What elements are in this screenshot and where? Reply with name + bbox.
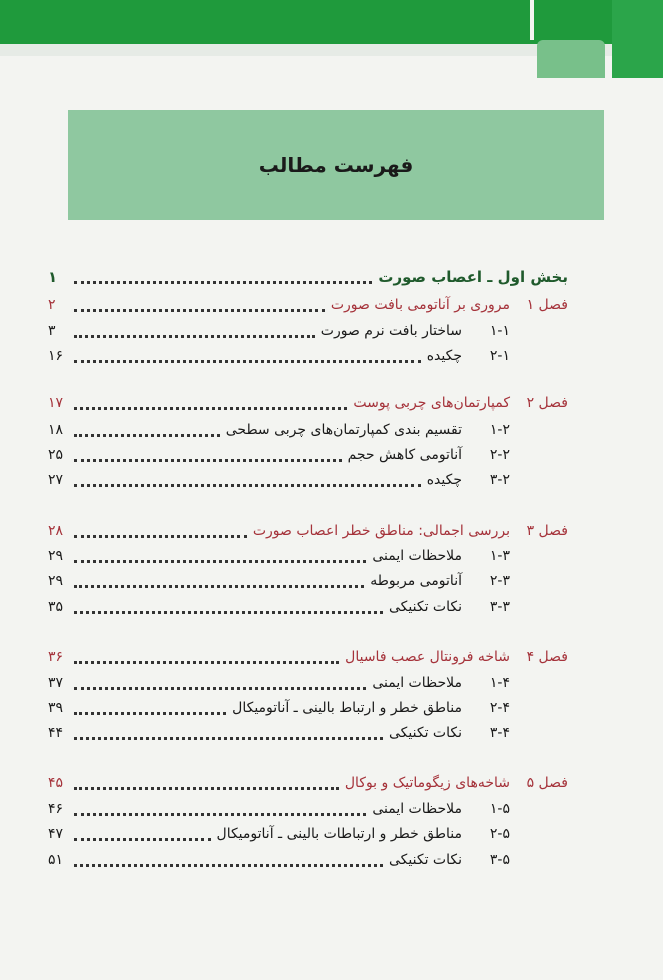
section-row[interactable] [48,596,568,618]
section-page: ۲۹ [48,548,64,564]
section-row[interactable] [48,419,568,441]
section-title: ملاحظات ایمنی [372,675,462,691]
section-title: ملاحظات ایمنی [372,801,462,817]
leader-dots [74,583,364,588]
section-page: ۲۵ [48,447,64,463]
section-number: ۲-۲ [489,447,510,463]
section-title: ساختار بافت نرم صورت [320,323,462,339]
section-number: ۱-۴ [489,675,510,691]
chapter-page: ۲ [48,297,56,313]
section-title: مناطق خطر و ارتباط بالینی ـ آناتومیکال [232,700,462,716]
section-title: نکات تکنیکی [388,852,462,868]
section-page: ۴۴ [48,725,64,741]
leader-dots [74,333,315,338]
section-title: آناتومی کاهش حجم [347,447,462,463]
leader-dots [74,659,339,664]
leader-dots [74,432,220,437]
part-label: بخش اول ـ اعصاب صورت [378,268,568,286]
section-page: ۳ [48,323,56,339]
chapter-row[interactable] [48,772,568,794]
section-row[interactable] [48,849,568,871]
section-number: ۱-۲ [489,422,510,438]
section-title: نکات تکنیکی [388,725,462,741]
page-title: فهرست مطالب [258,153,414,177]
section-number: ۱-۱ [489,323,510,339]
chapter-title: شاخه‌های زیگوماتیک و بوکال [344,775,510,791]
section-row[interactable] [48,722,568,744]
section-row[interactable] [48,798,568,820]
section-page: ۱۸ [48,422,64,438]
section-row[interactable] [48,570,568,592]
leader-dots [74,811,366,816]
leader-dots [74,710,226,715]
section-number: ۲-۵ [489,826,510,842]
section-row[interactable] [48,444,568,466]
chapter-page: ۴۵ [48,775,64,791]
leader-dots [74,609,383,614]
chapter-page: ۱۷ [48,395,64,411]
chapter-number: فصل ۴ [526,649,568,665]
section-title: آناتومی مربوطه [370,573,462,589]
leader-dots [74,558,366,563]
chapter-number: فصل ۵ [526,775,568,791]
chapter-page: ۲۸ [48,523,64,539]
section-page: ۳۵ [48,599,64,615]
chapter-title: بررسی اجمالی: مناطق خطر اعصاب صورت [252,523,510,539]
section-page: ۴۷ [48,826,64,842]
leader-dots [74,307,325,312]
leader-dots [74,482,421,487]
section-title: نکات تکنیکی [388,599,462,615]
chapter-number: فصل ۲ [526,395,568,411]
section-row[interactable] [48,823,568,845]
section-page: ۲۷ [48,472,64,488]
section-page: ۱۶ [48,348,64,364]
section-number: ۳-۳ [489,599,510,615]
chapter-number: فصل ۱ [526,297,568,313]
chapter-row[interactable] [48,646,568,668]
section-page: ۳۹ [48,700,64,716]
section-page: ۲۹ [48,573,64,589]
section-title: تقسیم بندی کمپارتمان‌های چربی سطحی [225,422,462,438]
section-number: ۱-۵ [489,801,510,817]
leader-dots [74,685,366,690]
section-title: چکیده [426,348,462,364]
section-number: ۳-۵ [489,852,510,868]
chapter-title: کمپارتمان‌های چربی پوست [353,395,510,411]
chapter-row[interactable] [48,294,568,316]
section-page: ۴۶ [48,801,64,817]
chapter-title: شاخه فرونتال عصب فاسیال [345,649,510,665]
leader-dots [74,533,247,538]
section-row[interactable] [48,320,568,342]
leader-dots [74,785,339,790]
part-page: ۱ [48,268,58,286]
leader-dots [74,735,383,740]
section-title: مناطق خطر و ارتباطات بالینی ـ آناتومیکال [216,826,462,842]
section-number: ۱-۳ [489,548,510,564]
leader-dots [74,405,347,410]
part-row[interactable] [48,266,568,288]
section-number: ۳-۲ [489,472,510,488]
leader-dots [74,279,372,284]
leader-dots [74,457,342,462]
section-page: ۵۱ [48,852,64,868]
section-number: ۲-۳ [489,573,510,589]
section-row[interactable] [48,469,568,491]
leader-dots [74,862,383,867]
section-title: ملاحظات ایمنی [372,548,462,564]
section-row[interactable] [48,545,568,567]
section-number: ۲-۴ [489,700,510,716]
leader-dots [74,836,211,841]
chapter-row[interactable] [48,392,568,414]
section-page: ۳۷ [48,675,64,691]
chapter-title: مروری بر آناتومی بافت صورت [330,297,510,313]
chapter-row[interactable] [48,520,568,542]
chapter-number: فصل ۳ [526,523,568,539]
section-title: چکیده [426,472,462,488]
leader-dots [74,358,421,363]
chapter-page: ۳۶ [48,649,64,665]
section-row[interactable] [48,697,568,719]
section-number: ۲-۱ [489,348,510,364]
section-row[interactable] [48,672,568,694]
section-number: ۳-۴ [489,725,510,741]
section-row[interactable] [48,345,568,367]
